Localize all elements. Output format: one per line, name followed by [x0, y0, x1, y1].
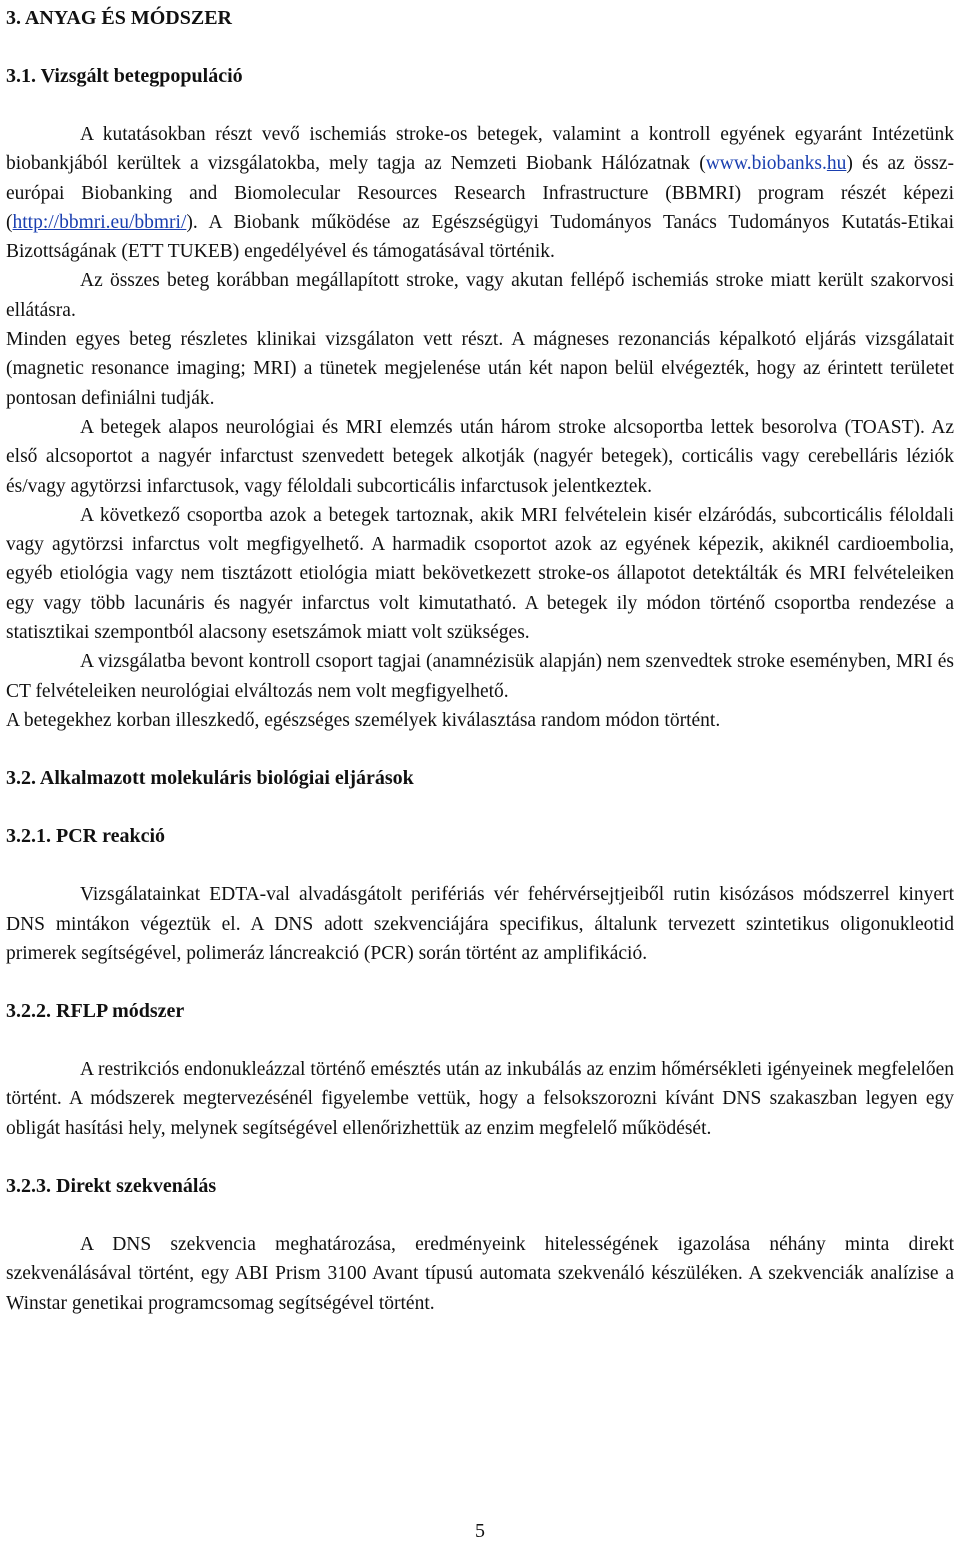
subsection-heading-3-2: 3.2. Alkalmazott molekuláris biológiai eljárások: [6, 767, 414, 790]
paragraph-stroke-care: Az összes beteg korábban megállapított stroke, vagy akutan fellépő ischemiás stroke miatt került szakorvosi ellátásra.: [6, 270, 954, 321]
bbmri-link[interactable]: http://bbmri.eu/bbmri/: [12, 211, 187, 233]
paragraph-text: ) és az össz-európai Biobanking and Biomolecular Resources Research Infrastructure (BBMRI) program részét képezi (: [6, 153, 954, 233]
paragraph-text: A kutatásokban részt vevő ischemiás stroke-os betegek, valamint a kontroll egyének egyaránt Intézetünk biobankjából kerültek a vizsgálatokba, mely tagja az Nemzeti Biobank Hálózatnak (: [6, 124, 954, 175]
subsection-heading-3-2-2: 3.2.2. RFLP módszer: [6, 1000, 185, 1023]
paragraph-random-selection: A betegekhez korban illeszkedő, egészséges személyek kiválasztása random módon történt.: [6, 709, 721, 731]
paragraph-biobank: [6, 120, 954, 266]
biobanks-link-suffix[interactable]: hu: [826, 153, 847, 175]
paragraph-next-group: A következő csoportba azok a betegek tartoznak, akik MRI felvételein kisér elzáródás, subcorticális féloldali vagy agytörzsi infarctus volt megfigyelhető. A harmadik csoportot azok az egyének képezik, akiknél cardioembolia, egyéb etiológia vagy nem tisztázott etiológia miatt bekövetkezett stroke-os állapotot detektálták és MRI felvételeiken egy vagy több lacunáris és nagyér infarctus volt kimutatható. A betegek ily módon történő csoportba rendezése a statisztikai szempontból alacsony esetszámok miatt volt szükséges.: [6, 504, 954, 644]
spacer: [6, 1143, 954, 1172]
paragraph-pcr: Vizsgálatainkat EDTA-val alvadásgátolt perifériás vér fehérvérsejtjeiből rutin kisózásos módszerrel kinyert DNS mintákon végeztük el. A DNS adott szekvenciájára specifikus, általunk tervezett szintetikus oligonukleotid primerek segítségével, polimeráz láncreakció (PCR) során történt az amplifikáció.: [6, 884, 954, 964]
spacer: [6, 968, 954, 997]
document-page: [6, 4, 954, 1318]
section-heading: 3. ANYAG ÉS MÓDSZER: [6, 7, 232, 29]
paragraph-rflp: A restrikciós endonukleázzal történő emésztés után az inkubálás az enzim hőmérsékleti igényeinek megfelelően történt. A módszerek megtervezésénél figyelembe vettük, hogy a felsokszorozni kívánt DNS szakaszban legyen egy obligát hasítási hely, melynek segítségével ellenőrizhettük az enzim megfelelő működését.: [6, 1059, 954, 1139]
paragraph-text: ). A Biobank működése az Egészségügyi Tudományos Tanács Tudományos Kutatás-Etikai Bizottságának (ETT TUKEB) engedélyével és támogatásával történik.: [6, 211, 954, 263]
paragraph-sequencing: A DNS szekvencia meghatározása, eredményeink hitelességének igazolása néhány minta direkt szekvenálásával történt, egy ABI Prism 3100 Avant típusú automata szekvenáló készüléken. A szekvenciák analízise a Winstar genetikai programcsomag segítségével történt.: [6, 1234, 954, 1314]
spacer: [6, 735, 954, 764]
biobanks-link-text[interactable]: www.biobanks.: [705, 153, 827, 175]
subsection-heading-3-2-3: 3.2.3. Direkt szekvenálás: [6, 1175, 217, 1198]
paragraph-subgroups: A betegek alapos neurológiai és MRI elemzés után három stroke alcsoportba lettek besorolva (TOAST). Az első alcsoportot a nagyér infarctust szenvedett betegek alkotják (nagyér betegek), corticális vagy cerebelláris léziók és/vagy agytörzsi infarctusok, vagy féloldali subcorticális infarctusok jelentkeztek.: [6, 416, 954, 497]
subsection-heading-3-1: 3.1. Vizsgált betegpopuláció: [6, 65, 243, 87]
subsection-heading-3-2-1: 3.2.1. PCR reakció: [6, 825, 166, 848]
paragraph-control-group: A vizsgálatba bevont kontroll csoport tagjai (anamnézisük alapján) nem szenvedtek stroke eseményben, MRI és CT felvételeiken neurológiai elváltozás nem volt megfigyelhető.: [6, 651, 954, 702]
paragraph-clinical-exam: Minden egyes beteg részletes klinikai vizsgálaton vett részt. A mágneses rezonanciás képalkotó eljárás vizsgálatait (magnetic resonance imaging; MRI) a tünetek megjelenése után két napon belül elvégezték, hogy az érintett területet pontosan definiálni tudják.: [6, 329, 954, 409]
biobanks-link[interactable]: [706, 153, 847, 174]
page-number: 5: [475, 1520, 485, 1542]
